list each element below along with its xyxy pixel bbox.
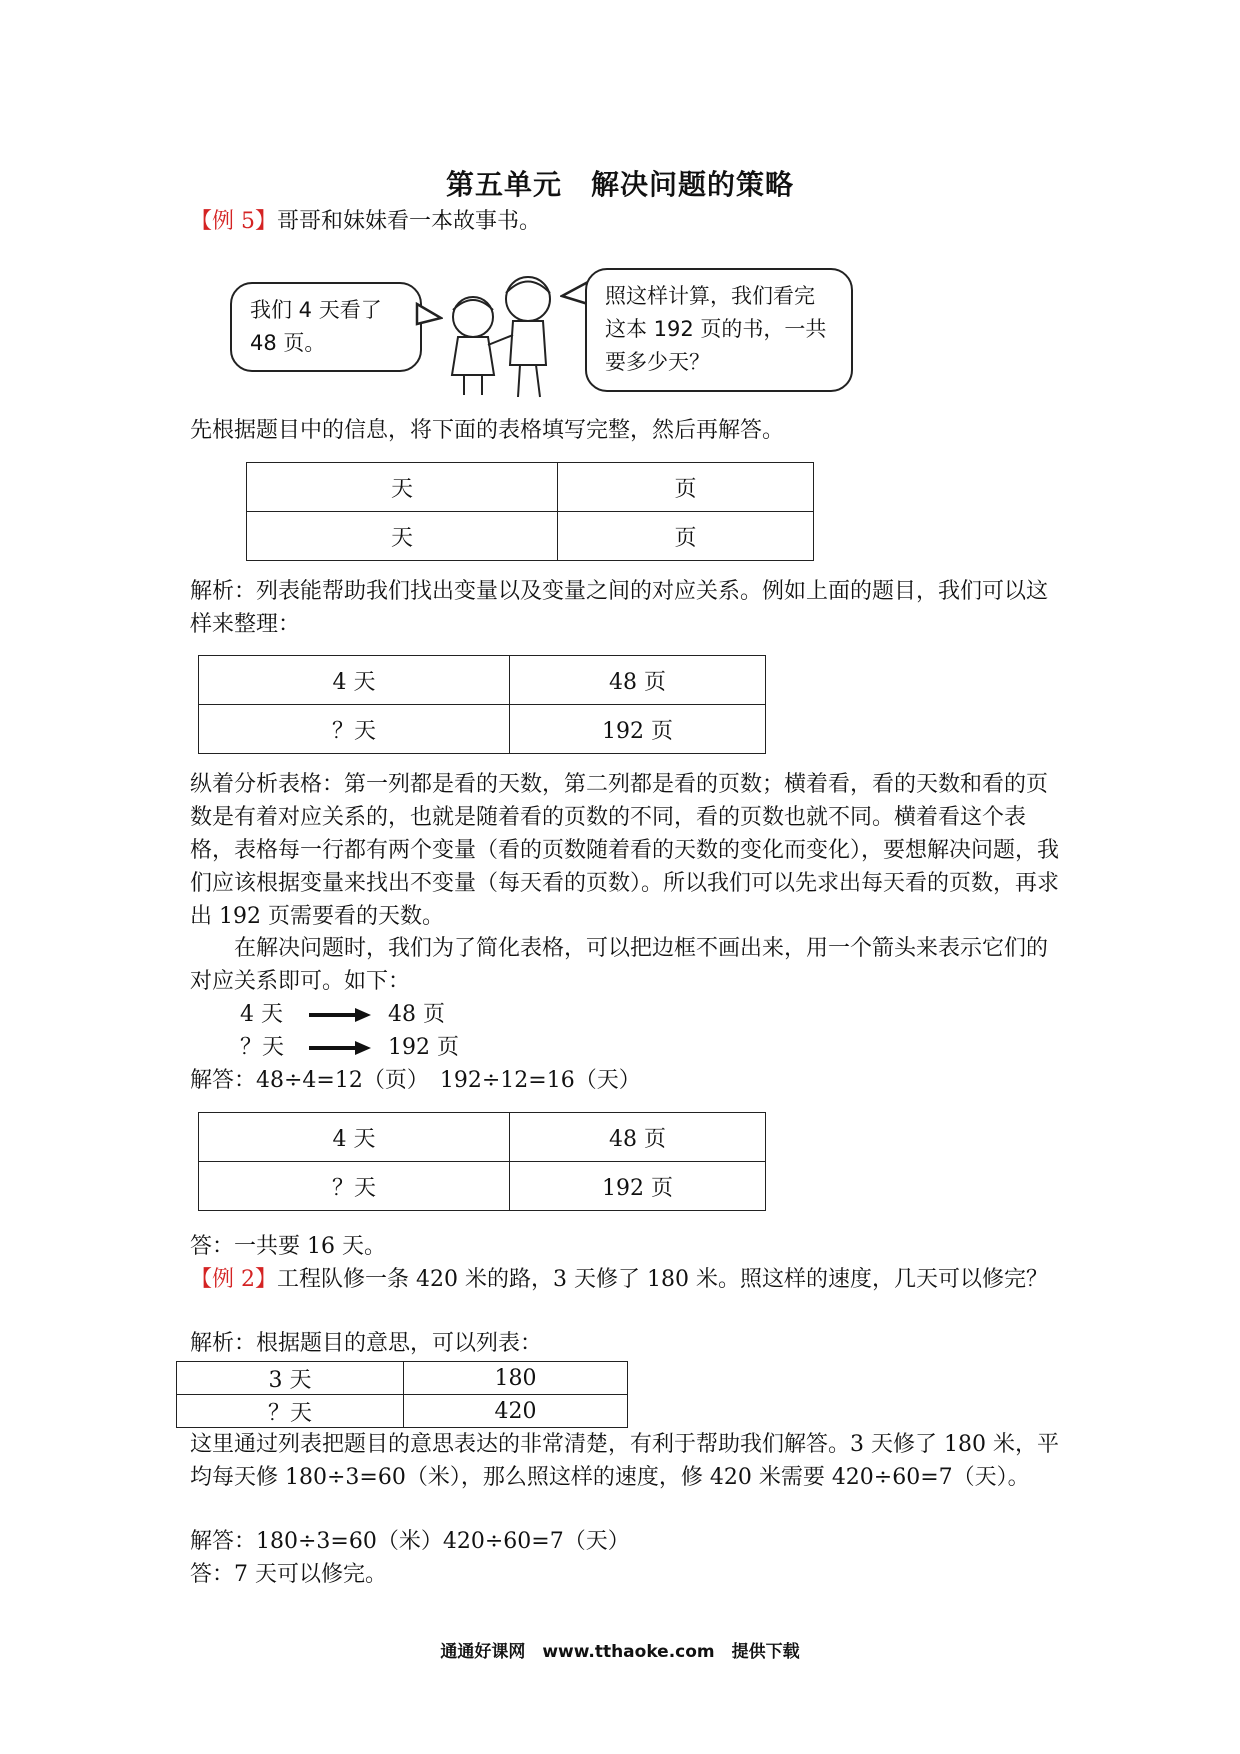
table-cell: 天 (247, 463, 558, 512)
speech-bubble-right-text: 照这样计算，我们看完这本 192 页的书，一共要多少天？ (605, 284, 827, 374)
speech-bubble-right (585, 268, 853, 392)
arrow-right-value: 192 页 (388, 1035, 459, 1060)
right-arrow-icon (309, 1040, 371, 1056)
analysis-2-paragraph: 这里通过列表把题目的意思表达的非常清楚，有利于帮助我们解答。3 天修了 180 米，平均每天修 180÷3=60（米），那么照这样的速度，修 420 米需要 420÷60=7（天）。 (190, 1432, 1059, 1490)
example-tag: 【例 2】 (190, 1267, 277, 1292)
analysis-2-intro: 解析：根据题目的意思，可以列表： (190, 1331, 543, 1356)
table-cell: ？天 (199, 705, 510, 754)
table-cell: 48 页 (510, 656, 766, 705)
arrow-left-value: 4 天 (240, 1002, 283, 1027)
example-text: 工程队修一条 420 米的路，3 天修了 180 米。照这样的速度，几天可以修完？ (277, 1267, 1048, 1292)
table-cell: ？天 (177, 1395, 404, 1428)
table-cell: 48 页 (510, 1113, 766, 1162)
table-cell: 192 页 (510, 1162, 766, 1211)
page-title: 第五单元 解决问题的策略 (445, 168, 794, 201)
speech-bubble-left (230, 282, 422, 372)
example-text: 哥哥和妹妹看一本故事书。 (277, 209, 542, 234)
analysis-paragraph-1: 纵着分析表格：第一列都是看的天数，第二列都是看的页数；横着看，看的天数和看的页数是有着对应关系的，也就是随着看的页数的不同，看的页数也就不同。横着看这个表格，表格每一行都有两个变量（看的页数随着看的天数的变化而变化），要想解决问题，我们应该根据变量来找出不变量（每天看的页数）。所以我们可以先求出每天看的页数，再求出 192 页需要看的天数。 (190, 772, 1060, 929)
speech-bubble-left-text: 我们 4 天看了 48 页。 (250, 298, 382, 355)
instruction-text: 先根据题目中的信息，将下面的表格填写完整，然后再解答。 (190, 418, 785, 443)
blank-table (246, 462, 814, 561)
example-5-heading (190, 205, 541, 239)
answer-1: 答：一共要 16 天。 (190, 1234, 386, 1259)
arrow-right-value: 48 页 (388, 1002, 445, 1027)
analysis-paragraph-2: 在解决问题时，我们为了简化表格，可以把边框不画出来，用一个箭头来表示它们的对应关系即可。如下： (190, 936, 1049, 994)
table-cell: 420 (404, 1395, 628, 1428)
arrow-row-1 (240, 998, 445, 1032)
example-tag: 【例 5】 (190, 209, 277, 234)
table-cell: 页 (558, 463, 814, 512)
arrow-left-value: ？天 (240, 1035, 285, 1060)
solution-2: 解答：180÷3=60（米）420÷60=7（天） (190, 1529, 630, 1554)
right-arrow-icon (309, 1007, 371, 1023)
table-cell: 4 天 (199, 1113, 510, 1162)
answer-2: 答：7 天可以修完。 (190, 1562, 387, 1587)
table-2 (198, 1112, 766, 1211)
table-cell: 180 (404, 1362, 628, 1395)
analysis-intro: 解析：列表能帮助我们找出变量以及变量之间的对应关系。例如上面的题目，我们可以这样来整理： (190, 579, 1049, 637)
table-3 (176, 1361, 628, 1428)
children-illustration-icon (428, 265, 578, 405)
table-cell: 天 (247, 512, 558, 561)
solution-1: 解答：48÷4=12（页） 192÷12=16（天） (190, 1068, 641, 1093)
table-cell: 4 天 (199, 656, 510, 705)
example-2-heading (190, 1263, 1060, 1296)
table-cell: ？天 (199, 1162, 510, 1211)
table-cell: 页 (558, 512, 814, 561)
page-footer: 通通好课网 www.tthaoke.com 提供下载 (440, 1642, 800, 1662)
table-cell: 3 天 (177, 1362, 404, 1395)
table-1 (198, 655, 766, 754)
arrow-row-2 (240, 1031, 459, 1065)
table-cell: 192 页 (510, 705, 766, 754)
